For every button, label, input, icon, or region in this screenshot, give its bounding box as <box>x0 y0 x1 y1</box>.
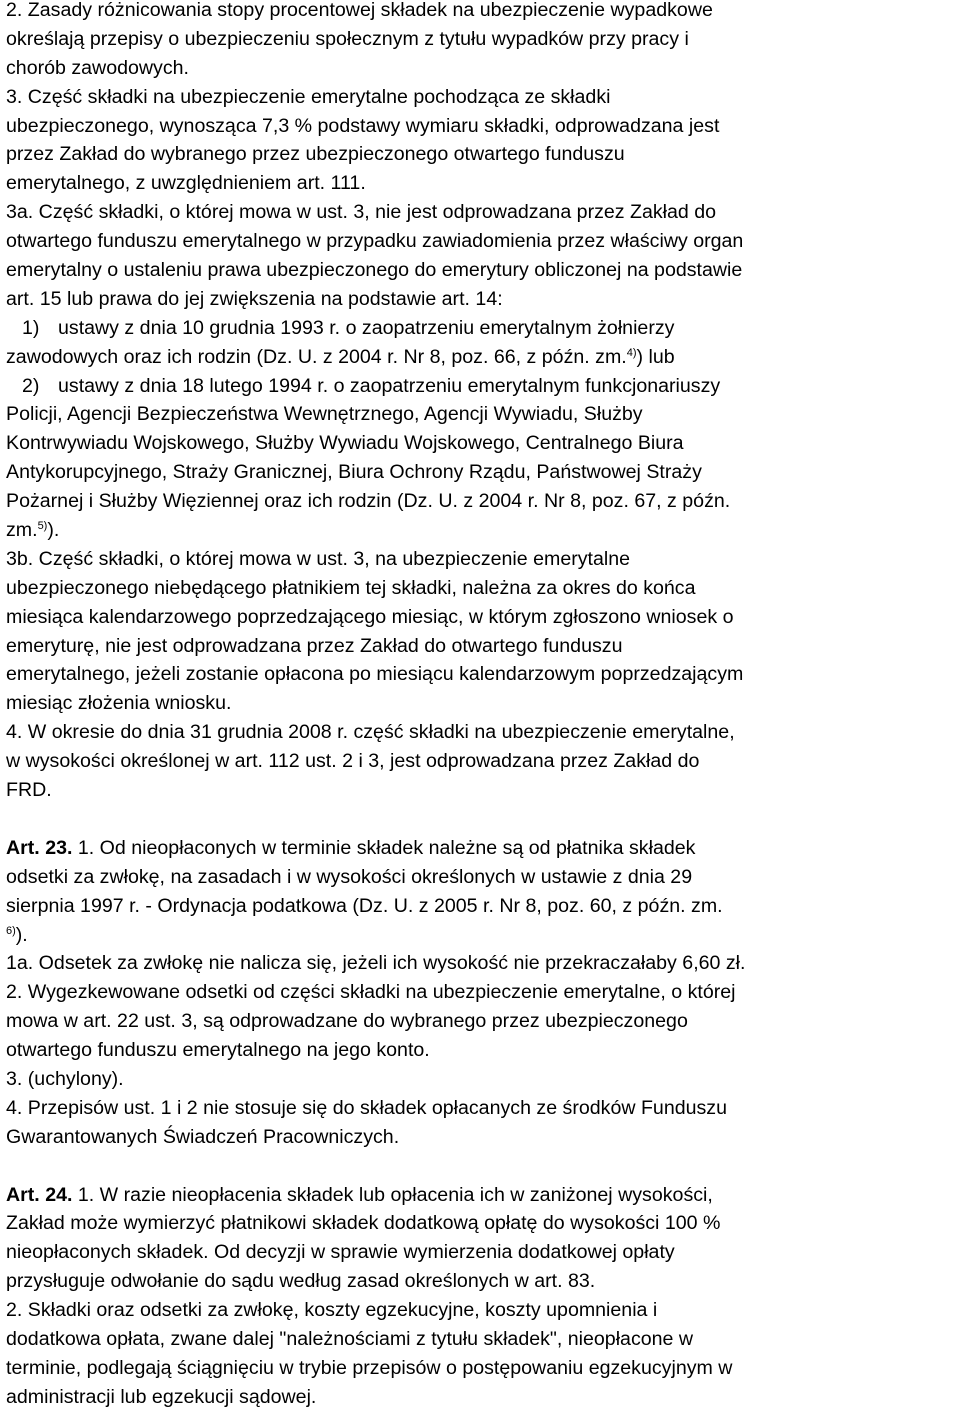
text-line <box>6 516 956 545</box>
text-line: otwartego funduszu emerytalnego w przypadku zawiadomienia przez właściwy organ <box>6 230 744 253</box>
text-line: 3. (uchylony). <box>6 1067 124 1090</box>
text-line: miesiąc złożenia wniosku. <box>6 692 232 715</box>
text-line: Antykorupcyjnego, Straży Granicznej, Biura Ochrony Rządu, Państwowej Straży <box>6 461 702 484</box>
list-item-2 <box>6 372 956 401</box>
text-line: chorób zawodowych. <box>6 56 189 79</box>
list-item-number: 2) <box>22 374 40 397</box>
text-line: nieopłaconych składek. Od decyzji w sprawie wymierzenia dodatkowej opłaty <box>6 1241 675 1264</box>
text-line: 2. Wygezkewowane odsetki od części składki na ubezpieczenie emerytalne, o której <box>6 981 736 1004</box>
paragraph-3b <box>6 545 956 718</box>
article-23 <box>6 834 956 1152</box>
text-line: Kontrwywiadu Wojskowego, Służby Wywiadu Wojskowego, Centralnego Biura <box>6 432 684 455</box>
list-item-text: ) lub <box>636 345 675 368</box>
text-line: emerytalny o ustaleniu prawa ubezpieczonego do emerytury obliczonej na podstawie <box>6 259 743 282</box>
article-heading: Art. 24. <box>6 1183 73 1206</box>
paragraph-3 <box>6 83 956 199</box>
text-line: 3. Część składki na ubezpieczenie emerytalne pochodząca ze składki <box>6 85 611 108</box>
footnote-ref: 4) <box>626 346 637 359</box>
list-item-text: ustawy z dnia 18 lutego 1994 r. o zaopatrzeniu emerytalnym funkcjonariuszy <box>58 374 721 397</box>
text-line <box>6 343 956 372</box>
article-text: 1. W razie nieopłacenia składek lub opłacenia ich w zaniżonej wysokości, <box>72 1183 713 1206</box>
text-line: Pożarnej i Służby Więziennej oraz ich rodzin (Dz. U. z 2004 r. Nr 8, poz. 67, z późn. <box>6 490 731 513</box>
text-line: przez Zakład do wybranego przez ubezpieczonego otwartego funduszu <box>6 143 625 166</box>
text-line: w wysokości określonej w art. 112 ust. 2 i 3, jest odprowadzana przez Zakład do <box>6 750 700 773</box>
paragraph-2 <box>6 0 956 83</box>
list-item-text: ustawy z dnia 10 grudnia 1993 r. o zaopatrzeniu emerytalnym żołnierzy <box>58 316 675 339</box>
list-item-text: zm. <box>6 519 38 542</box>
text-line: ubezpieczonego, wynosząca 7,3 % podstawy wymiaru składki, odprowadzana jest <box>6 114 720 137</box>
text-line: miesiąca kalendarzowego poprzedzającego miesiąc, w którym zgłoszono wniosek o <box>6 605 734 628</box>
text-line: otwartego funduszu emerytalnego na jego konto. <box>6 1039 430 1062</box>
footnote-ref: 5) <box>37 520 48 533</box>
text-line <box>6 1181 956 1210</box>
text-line: terminie, podlegają ściągnięciu w trybie przepisów o postępowaniu egzekucyjnym w <box>6 1356 733 1379</box>
spacer <box>6 805 956 834</box>
text-line: 3a. Część składki, o której mowa w ust. 3, nie jest odprowadzana przez Zakład do <box>6 201 717 224</box>
list-item-text: ). <box>47 519 60 542</box>
document-body <box>6 0 956 1412</box>
article-24 <box>6 1181 956 1412</box>
text-line: FRD. <box>6 779 52 802</box>
article-text: ). <box>15 923 28 946</box>
text-line: przysługuje odwołanie do sądu według zasad określonych w art. 83. <box>6 1270 596 1293</box>
text-line: 2. Zasady różnicowania stopy procentowej składek na ubezpieczenie wypadkowe <box>6 0 713 21</box>
paragraph-3a <box>6 198 956 545</box>
text-line <box>6 834 956 863</box>
text-line: emerytalnego, jeżeli zostanie opłacona po miesiącu kalendarzowym poprzedzającym <box>6 663 744 686</box>
text-line: Gwarantowanych Świadczeń Pracowniczych. <box>6 1125 400 1148</box>
text-line: 3b. Część składki, o której mowa w ust. 3, na ubezpieczenie emerytalne <box>6 547 631 570</box>
text-line: art. 15 lub prawa do jej zwiększenia na podstawie art. 14: <box>6 287 503 310</box>
text-line: Policji, Agencji Bezpieczeństwa Wewnętrznego, Agencji Wywiadu, Służby <box>6 403 643 426</box>
text-line: ubezpieczonego niebędącego płatnikiem tej składki, należna za okres do końca <box>6 576 696 599</box>
text-line <box>6 921 956 950</box>
footnote-ref: 6) <box>6 924 16 937</box>
text-line: odsetki za zwłokę, na zasadach i w wysokości określonych w ustawie z dnia 29 <box>6 865 693 888</box>
text-line: sierpnia 1997 r. - Ordynacja podatkowa (Dz. U. z 2005 r. Nr 8, poz. 60, z późn. zm. <box>6 894 723 917</box>
text-line: Zakład może wymierzyć płatnikowi składek dodatkową opłatę do wysokości 100 % <box>6 1212 721 1235</box>
list-item-number: 1) <box>22 316 40 339</box>
text-line: administracji lub egzekucji sądowej. <box>6 1385 317 1408</box>
article-text: 1. Od nieopłaconych w terminie składek należne są od płatnika składek <box>72 836 696 859</box>
text-line: mowa w art. 22 ust. 3, są odprowadzane do wybranego przez ubezpieczonego <box>6 1010 688 1033</box>
text-line: określają przepisy o ubezpieczeniu społecznym z tytułu wypadków przy pracy i <box>6 27 689 50</box>
list-item-1 <box>6 314 956 343</box>
list-item-text: zawodowych oraz ich rodzin (Dz. U. z 2004 r. Nr 8, poz. 66, z późn. zm. <box>6 345 627 368</box>
text-line: emerytalnego, z uwzględnieniem art. 111. <box>6 172 366 195</box>
text-line: 4. W okresie do dnia 31 grudnia 2008 r. część składki na ubezpieczenie emerytalne, <box>6 721 735 744</box>
text-line: dodatkowa opłata, zwane dalej "należnościami z tytułu składek", nieopłacone w <box>6 1327 694 1350</box>
article-heading: Art. 23. <box>6 836 73 859</box>
text-line: emeryturę, nie jest odprowadzana przez Zakład do otwartego funduszu <box>6 634 623 657</box>
paragraph-4 <box>6 718 956 805</box>
text-line: 4. Przepisów ust. 1 i 2 nie stosuje się do składek opłacanych ze środków Funduszu <box>6 1096 727 1119</box>
spacer <box>6 1152 956 1181</box>
text-line: 1a. Odsetek za zwłokę nie nalicza się, jeżeli ich wysokość nie przekraczałaby 6,60 zł. <box>6 952 746 975</box>
text-line: 2. Składki oraz odsetki za zwłokę, koszty egzekucyjne, koszty upomnienia i <box>6 1299 658 1322</box>
